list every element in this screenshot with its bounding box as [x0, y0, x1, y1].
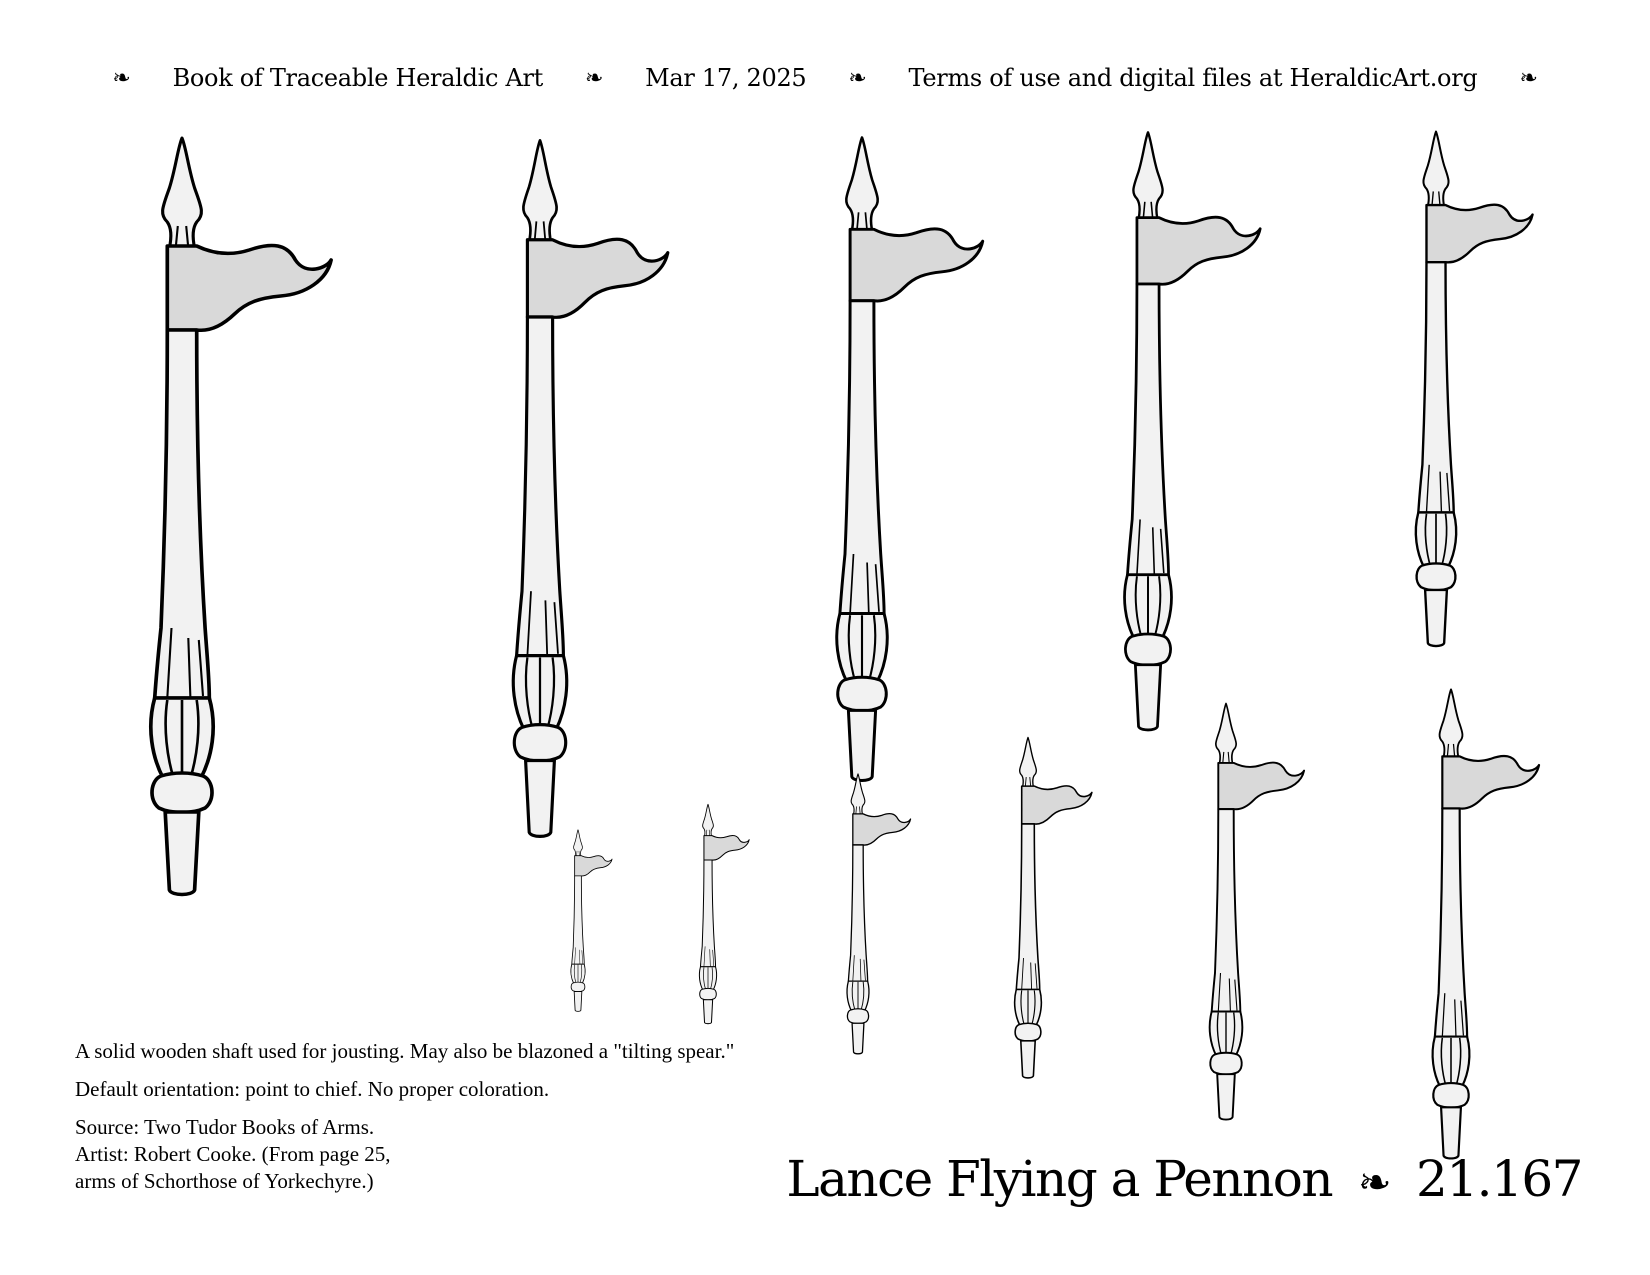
lance-with-pennon-icon [837, 138, 983, 781]
lance-with-pennon-icon [1416, 132, 1533, 646]
lance-with-pennon-icon [151, 138, 331, 895]
lance-with-pennon-icon [1125, 132, 1261, 730]
plate-title [786, 1150, 1582, 1220]
lance-with-pennon-icon [699, 804, 749, 1023]
description-text: A solid wooden shaft used for jousting. May also be blazoned a "tilting spear." [75, 1039, 735, 1063]
book-title: Book of Traceable Heraldic Art [172, 64, 543, 92]
fleuron-ornament: ❧ [585, 65, 604, 91]
charge-name: Lance Flying a Pennon [786, 1150, 1333, 1208]
terms-link-text: Terms of use and digital files at HeraldicArt.org [908, 64, 1478, 92]
fleuron-ornament: ❧ [112, 65, 131, 91]
orientation-text: Default orientation: point to chief. No proper coloration. [75, 1077, 550, 1101]
lance-with-pennon-icon [571, 830, 612, 1012]
plate-number: 21.167 [1416, 1150, 1582, 1208]
lance-with-pennon-icon [1433, 689, 1539, 1158]
source-text: Source: Two Tudor Books of Arms. [75, 1115, 375, 1139]
lance-with-pennon-icon [1210, 704, 1304, 1120]
fleuron-ornament: ❧ [848, 65, 867, 91]
fleuron-ornament: ❧ [1358, 1160, 1391, 1206]
lance-with-pennon-icon [513, 140, 668, 836]
header-date: Mar 17, 2025 [645, 64, 807, 92]
artist-text-continued: arms of Schorthose of Yorkechyre.) [75, 1169, 374, 1193]
lance-with-pennon-icon [847, 774, 911, 1054]
artist-text: Artist: Robert Cooke. (From page 25, [75, 1142, 391, 1166]
lance-with-pennon-icon [1015, 738, 1092, 1078]
fleuron-ornament: ❧ [1519, 65, 1538, 91]
